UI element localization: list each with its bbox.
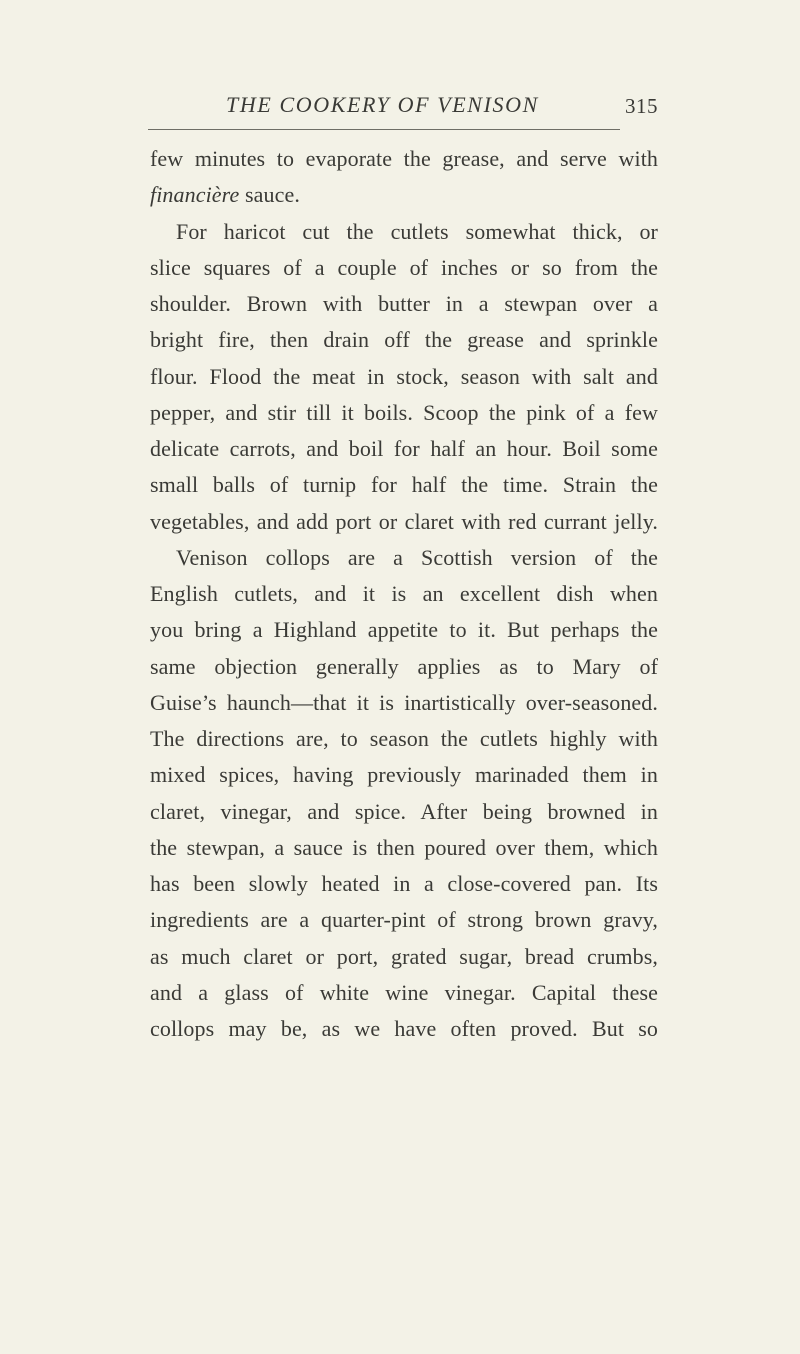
text-line: small balls of turnip for half the time. Strain the <box>150 472 658 498</box>
text-line: mixed spices, having previously marinaded them in <box>150 762 658 788</box>
paragraph-start: For haricot cut the cutlets somewhat thick, or <box>176 218 658 244</box>
text-line: as much claret or port, grated sugar, bread crumbs, <box>150 943 658 969</box>
text-line: Guise’s haunch—that it is inartistically over-seasoned. <box>150 689 658 715</box>
text-line: flour. Flood the meat in stock, season with salt and <box>150 363 658 389</box>
running-title: THE COOKERY OF VENISON <box>226 92 539 117</box>
text-line: financière sauce. <box>150 182 300 208</box>
text-line: claret, vinegar, and spice. After being browned in <box>150 798 658 824</box>
body-text <box>150 141 658 1047</box>
paragraph-start: Venison collops are a Scottish version of the <box>176 544 658 570</box>
header-rule <box>148 129 620 130</box>
text-line: slice squares of a couple of inches or so from the <box>150 254 658 280</box>
text-line: vegetables, and add port or claret with red currant jelly. <box>150 508 658 534</box>
text-line: you bring a Highland appetite to it. But perhaps the <box>150 617 658 643</box>
italic-term: financière <box>150 182 240 208</box>
text-line: the stewpan, a sauce is then poured over them, which <box>150 834 658 860</box>
text-line: has been slowly heated in a close-covered pan. Its <box>150 871 658 896</box>
text-line: ingredients are a quarter-pint of strong brown gravy, <box>150 907 658 933</box>
text-line: shoulder. Brown with butter in a stewpan over a <box>150 291 658 316</box>
page-number: 315 <box>625 94 658 118</box>
text-line: collops may be, as we have often proved. But so <box>150 1016 658 1041</box>
text-line: English cutlets, and it is an excellent dish when <box>150 581 658 606</box>
text-line: pepper, and stir till it boils. Scoop the pink of a few <box>150 399 658 425</box>
text-line: The directions are, to season the cutlets highly with <box>150 726 658 751</box>
text-line: delicate carrots, and boil for half an hour. Boil some <box>150 436 658 461</box>
text-line: few minutes to evaporate the grease, and serve with <box>150 146 658 171</box>
text-line: same objection generally applies as to Mary of <box>150 653 658 679</box>
text-line: bright fire, then drain off the grease and sprinkle <box>150 327 658 353</box>
text-line: and a glass of white wine vinegar. Capital these <box>150 979 658 1005</box>
running-head <box>150 88 658 128</box>
